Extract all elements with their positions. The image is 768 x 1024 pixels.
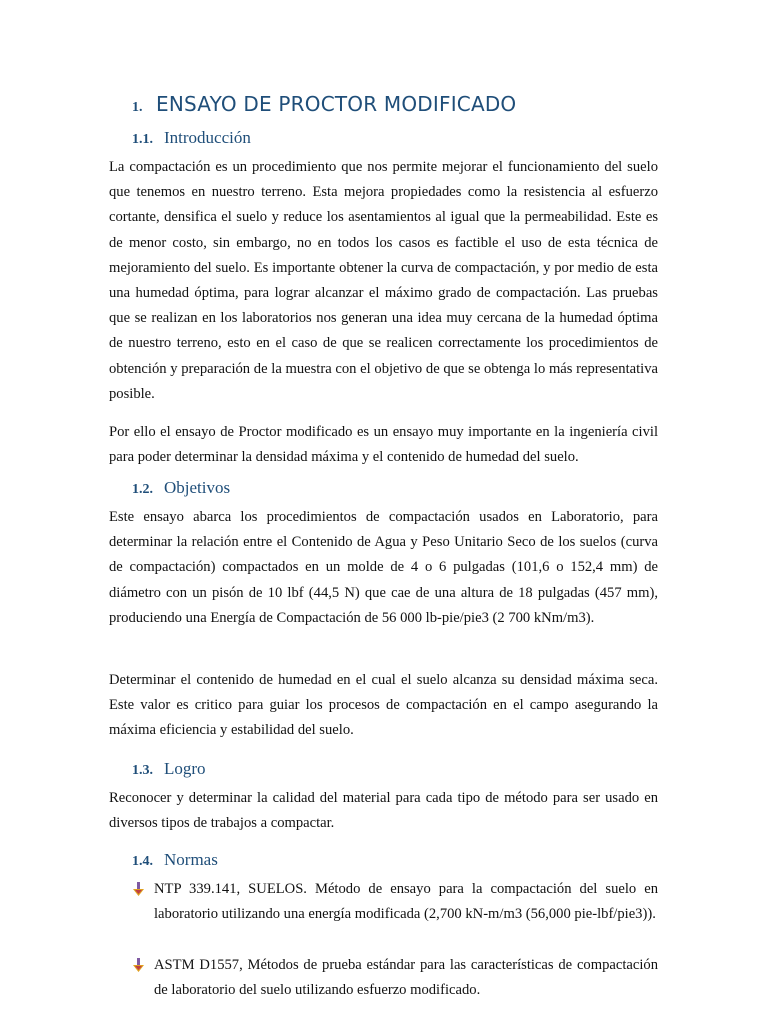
- heading-normas-title: Normas: [164, 850, 218, 869]
- heading-intro: [132, 128, 251, 148]
- heading-logro: [132, 759, 206, 779]
- heading-intro-title: Introducción: [164, 128, 251, 147]
- heading-objetivos: [132, 478, 230, 498]
- intro-paragraph-1: La compactación es un procedimiento que nos permite mejorar el funcionamiento del suelo que tenemos en nuestro terreno. Esta mejora propiedades como la resistencia al esfuerzo cortante, densifica el suelo y reduce los asentamientos al igual que la permeabilidad. Este es de menor costo, sin embargo, no en todos los casos es factible el uso de esta técnica de mejoramiento del suelo. Es importante obtener la curva de compactación, y por medio de esta una humedad óptima, para lograr alcanzar el máximo grado de compactación. Las pruebas que se realizan en los laboratorios nos generan una idea muy cercana de la humedad óptima de nuestro terreno, esto en el caso de que se realicen correctamente los procedimientos de obtención y preparación de la muestra con el objetivo de que se obtenga lo más representativa posible.: [109, 159, 658, 402]
- heading-logro-number: 1.3.: [132, 763, 153, 778]
- heading-objetivos-title: Objetivos: [164, 478, 231, 497]
- heading-logro-title: Logro: [164, 759, 206, 778]
- heading-1: [132, 92, 516, 116]
- heading-normas: [132, 850, 218, 870]
- arrow-bullet-icon: [132, 882, 145, 897]
- objetivos-paragraph-1: Este ensayo abarca los procedimientos de compactación usados en Laboratorio, para determinar la relación entre el Contenido de Agua y Peso Unitario Seco de los suelos (curva de compactación) compactados en un molde de 4 o 6 pulgadas (101,6 o 152,4 mm) de diámetro con un pisón de 10 lbf (44,5 N) que cae de una altura de 18 pulgadas (457 mm), produciendo una Energía de Compactación de 56 000 lb-pie/pie3 (2 700 kNm/m3).: [109, 509, 658, 626]
- heading-1-title: ENSAYO DE PROCTOR MODIFICADO: [156, 92, 517, 116]
- heading-objetivos-number: 1.2.: [132, 482, 153, 497]
- heading-normas-number: 1.4.: [132, 854, 153, 869]
- intro-paragraph-2: Por ello el ensayo de Proctor modificado es un ensayo muy importante en la ingeniería civil para poder determinar la densidad máxima y el contenido de humedad del suelo.: [109, 424, 658, 466]
- arrow-bullet-icon: [132, 958, 145, 973]
- normas-item-1: NTP 339.141, SUELOS. Método de ensayo para la compactación del suelo en laboratorio utilizando una energía modificada (2,700 kN-m/m3 (56,000 pie-lbf/pie3)).: [154, 881, 658, 923]
- normas-list-item: [132, 877, 658, 927]
- logro-paragraph: Reconocer y determinar la calidad del material para cada tipo de método para ser usado en diversos tipos de trabajos a compactar.: [109, 790, 658, 832]
- heading-intro-number: 1.1.: [132, 132, 153, 147]
- normas-list-item: [132, 953, 658, 1003]
- objetivos-paragraph-2: Determinar el contenido de humedad en el cual el suelo alcanza su densidad máxima seca. Este valor es critico para guiar los procesos de compactación en el campo asegurando la máxima eficiencia y estabilidad del suelo.: [109, 672, 658, 739]
- normas-item-2: ASTM D1557, Métodos de prueba estándar para las características de compactación de laboratorio del suelo utilizando esfuerzo modificado.: [154, 957, 658, 999]
- heading-1-number: 1.: [132, 100, 143, 115]
